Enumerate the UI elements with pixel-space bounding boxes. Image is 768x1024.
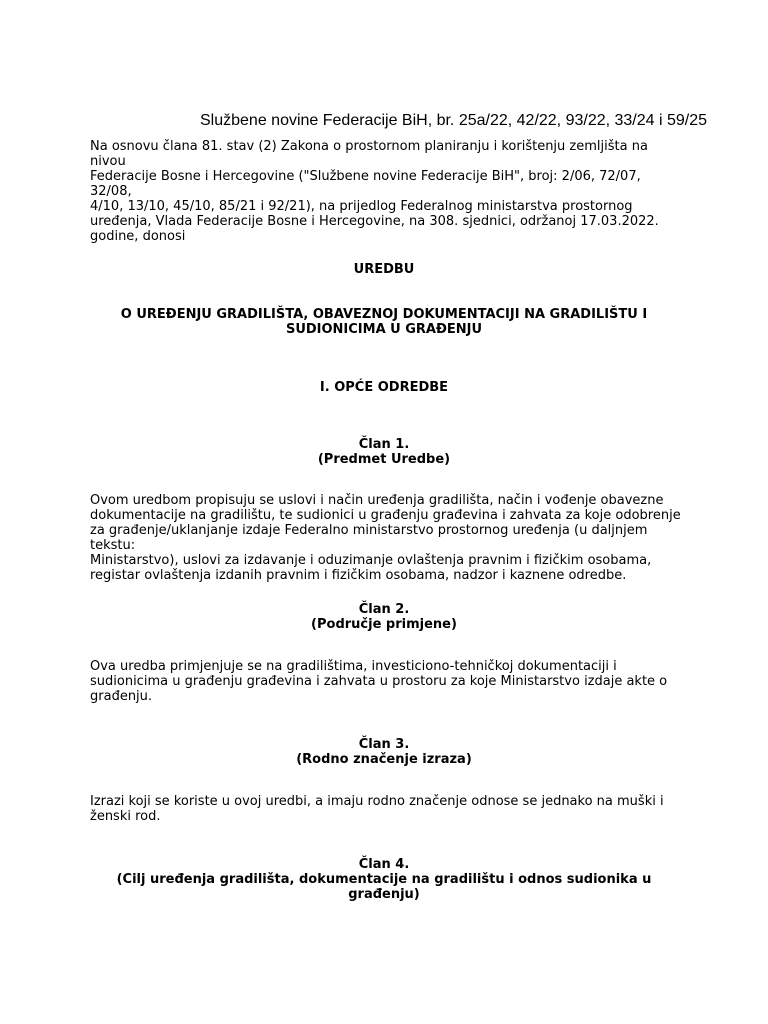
- article-number: Član 1.: [358, 437, 410, 452]
- preamble-line: 4/10, 13/10, 45/10, 85/21 i 92/21), na prijedlog Federalnog ministarstva prostornog: [90, 199, 633, 214]
- body-line: Ovom uredbom propisuju se uslovi i način uređenja gradilišta, način i vođenje obavezne: [90, 493, 664, 508]
- article-title: (Cilj uređenja gradilišta, dokumentacije na gradilištu i odnos sudionika u: [116, 872, 652, 887]
- body-line: Ministarstvo), uslovi za izdavanje i oduzimanje ovlaštenja pravnim i fizičkim osobama,: [90, 553, 652, 568]
- act-title-line: SUDIONICIMA U GRAĐENJU: [285, 322, 483, 337]
- preamble-line: godine, donosi: [90, 229, 186, 244]
- article-3-heading: [90, 737, 678, 767]
- article-4-heading: [90, 857, 678, 902]
- body-line: za građenje/uklanjanje izdaje Federalno ministarstvo prostornog uređenja (u daljnjem tekstu:: [90, 523, 648, 553]
- article-2-body: [90, 659, 686, 704]
- act-type-heading: UREDBU: [353, 262, 415, 277]
- body-line: građenju.: [90, 689, 153, 704]
- article-number: Član 3.: [358, 737, 410, 752]
- body-line: dokumentacije na gradilištu, te sudionici u građenju građevina i zahvata za koje odobrenje: [90, 508, 681, 523]
- article-number: Član 2.: [358, 602, 410, 617]
- preamble-line: uređenja, Vlada Federacije Bosne i Hercegovine, na 308. sjednici, održanoj 17.03.2022.: [90, 214, 659, 229]
- article-title: (Rodno značenje izraza): [296, 752, 472, 767]
- article-title: građenju): [348, 887, 420, 902]
- act-title-heading: [90, 307, 678, 337]
- body-line: registar ovlaštenja izdanih pravnim i fizičkim osobama, nadzor i kaznene odredbe.: [90, 568, 627, 583]
- body-line: Izrazi koji se koriste u ovoj uredbi, a imaju rodno značenje odnose se jednako na muški i: [90, 794, 664, 809]
- preamble-line: Federacije Bosne i Hercegovine ("Službene novine Federacije BiH", broj: 2/06, 72/07, 32/08,: [90, 169, 641, 199]
- article-1-heading: [90, 437, 678, 467]
- article-title: (Predmet Uredbe): [317, 452, 451, 467]
- article-3-body: [90, 794, 686, 824]
- article-number: Član 4.: [358, 857, 410, 872]
- act-title-line: O UREĐENJU GRADILIŠTA, OBAVEZNOJ DOKUMENTACIJI NA GRADILIŠTU I: [120, 307, 648, 322]
- gazette-reference: Službene novine Federacije BiH, br. 25a/22, 42/22, 93/22, 33/24 i 59/25: [200, 112, 708, 129]
- article-2-heading: [90, 602, 678, 632]
- preamble-line: Na osnovu člana 81. stav (2) Zakona o prostornom planiranju i korištenju zemljišta na nivou: [90, 139, 648, 169]
- preamble-paragraph: [90, 139, 686, 244]
- chapter-heading: I. OPĆE ODREDBE: [319, 380, 449, 395]
- article-title: (Područje primjene): [311, 617, 457, 632]
- body-line: ženski rod.: [90, 809, 161, 824]
- body-line: sudionicima u građenju građevina i zahvata u prostoru za koje Ministarstvo izdaje akte o: [90, 674, 668, 689]
- body-line: Ova uredba primjenjuje se na gradilištima, investiciono-tehničkoj dokumentaciji i: [90, 659, 617, 674]
- article-1-body: [90, 493, 686, 583]
